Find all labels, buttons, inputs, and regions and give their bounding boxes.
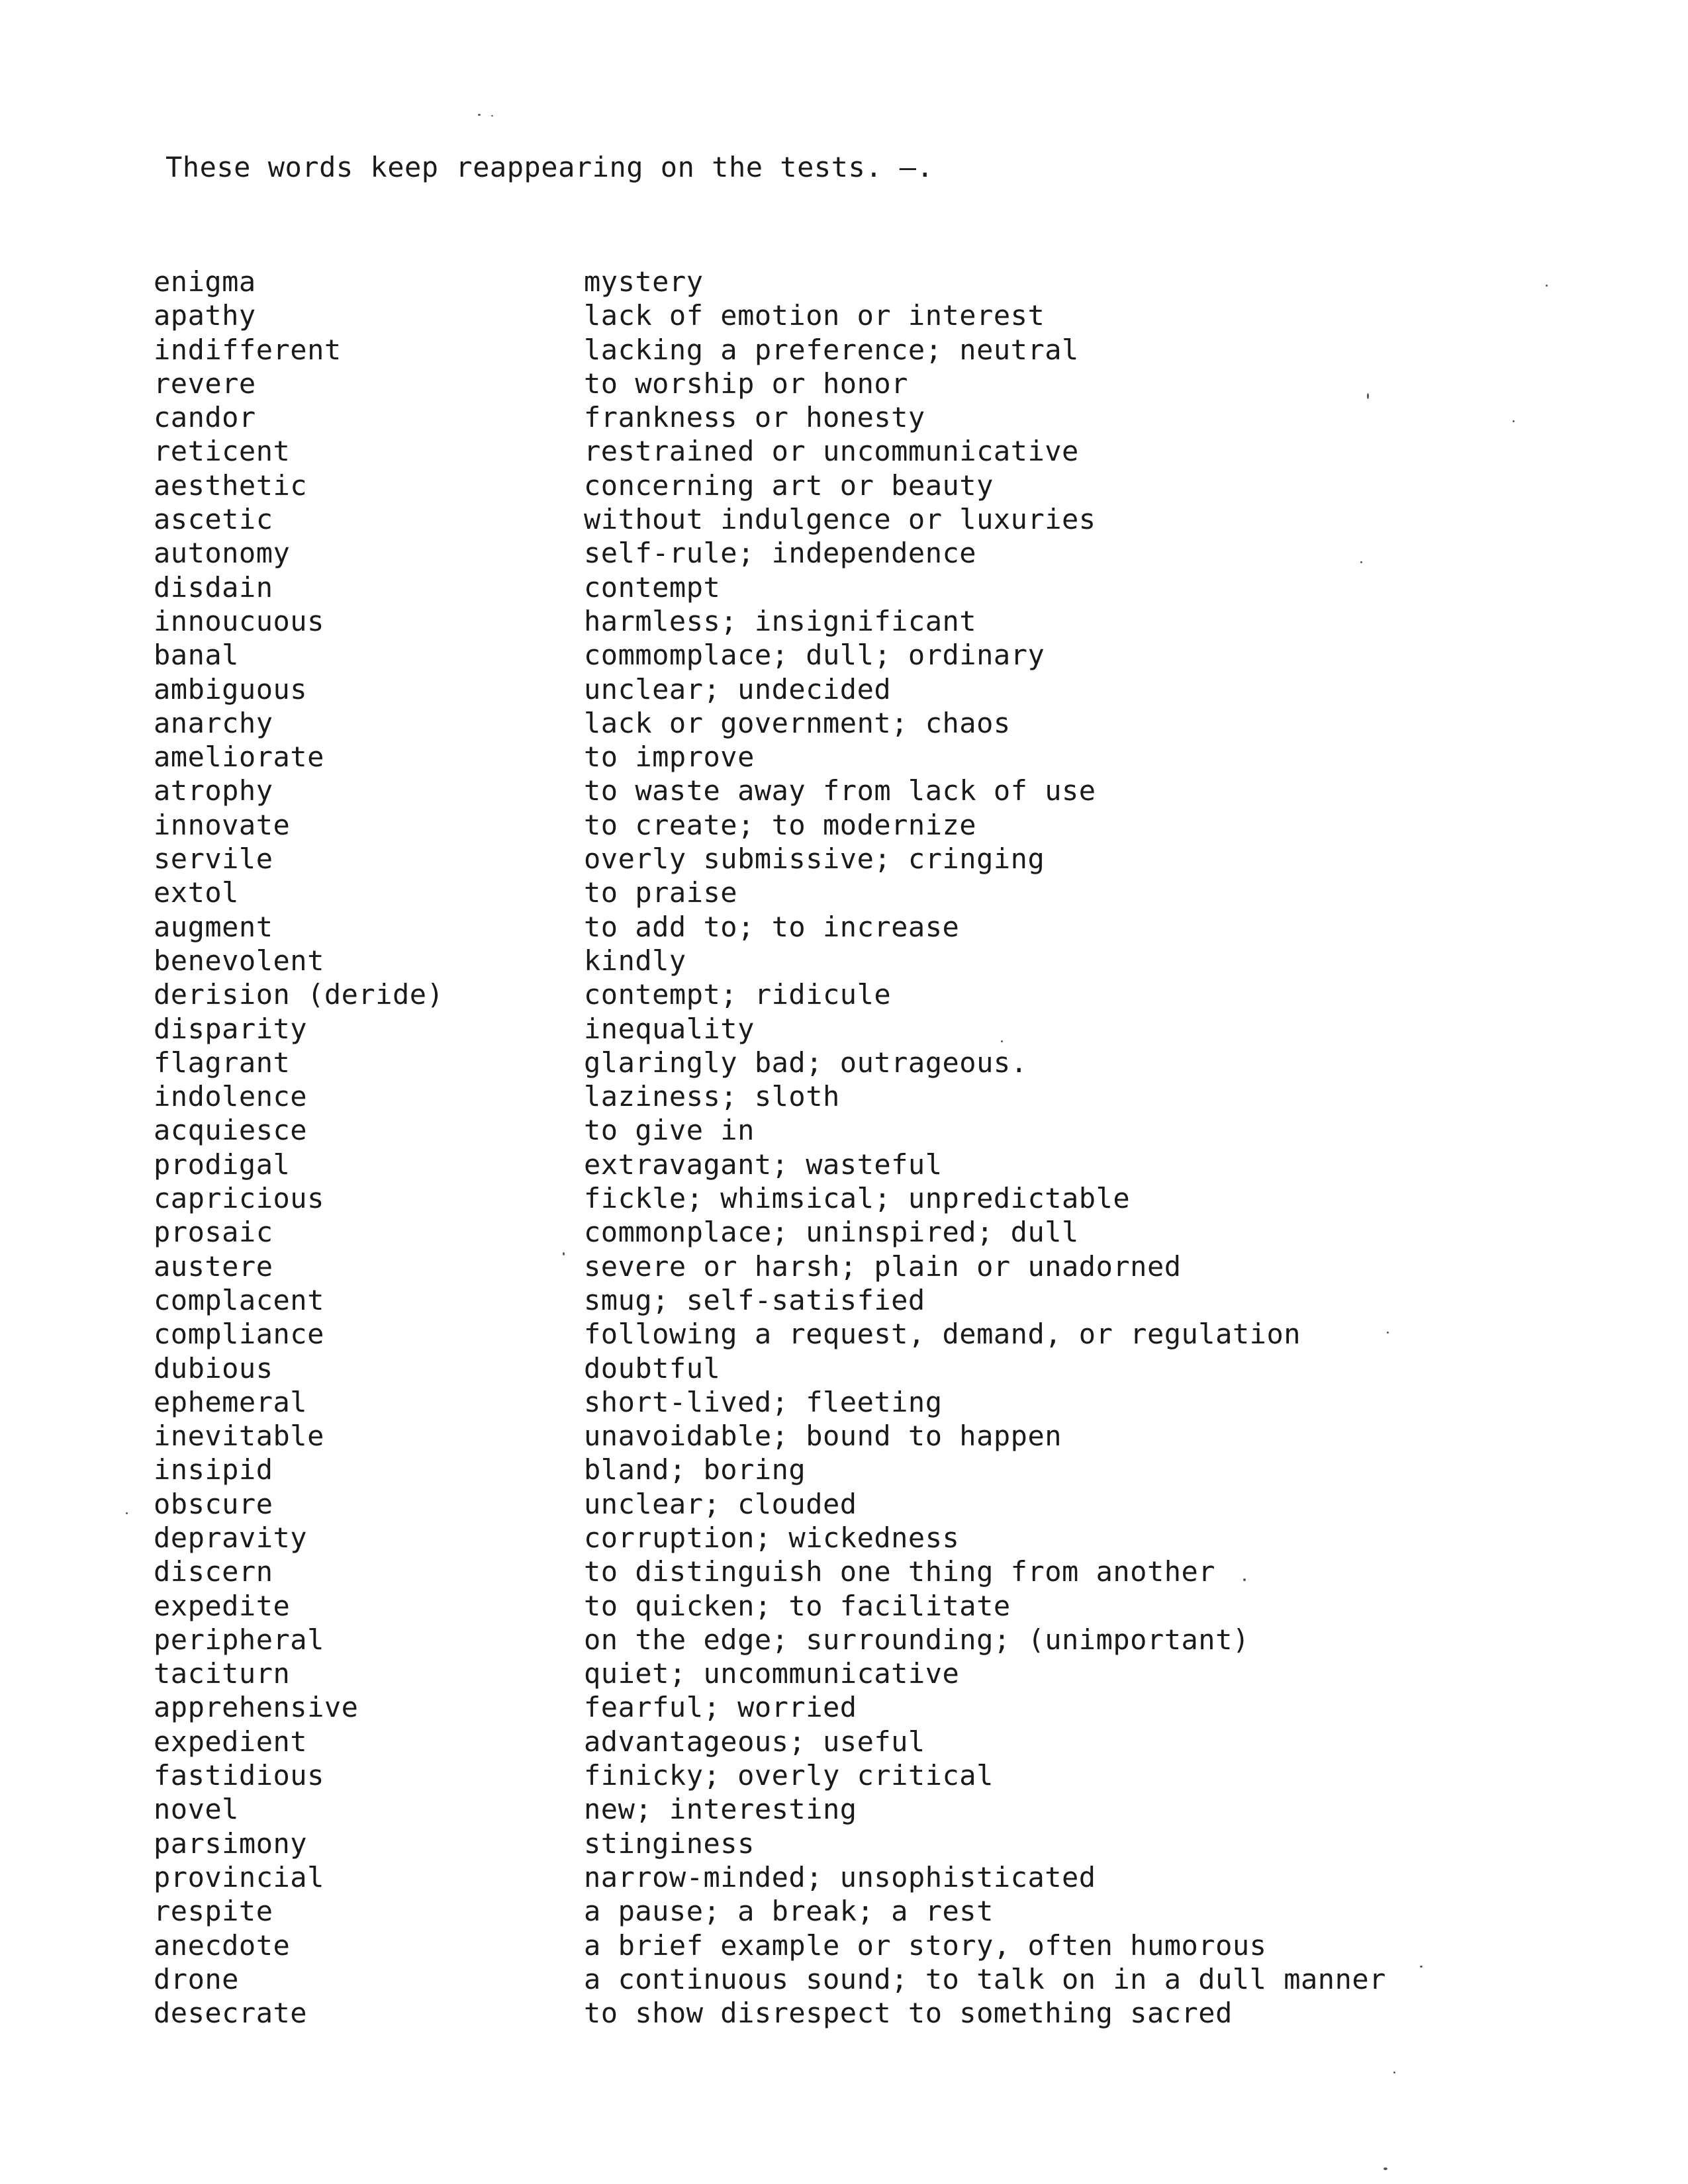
vocab-definition: glaringly bad; outrageous. <box>584 1046 1028 1079</box>
vocab-entry <box>154 1385 1411 1422</box>
vocab-entry <box>154 1116 1411 1150</box>
vocab-definition: overly submissive; cringing <box>584 842 1045 876</box>
vocab-entry <box>154 1659 1411 1693</box>
scan-speck <box>1367 393 1369 399</box>
vocab-term: expedient <box>154 1725 308 1758</box>
vocab-term: anecdote <box>154 1929 291 1962</box>
vocab-term: ambiguous <box>154 672 308 705</box>
vocab-term: capricious <box>154 1182 324 1215</box>
vocab-definition: lacking a preference; neutral <box>584 333 1079 366</box>
vocab-term: innoucuous <box>154 604 324 637</box>
vocab-entry <box>154 878 1411 912</box>
vocab-definition: corruption; wickedness <box>584 1521 960 1554</box>
vocab-term: innovate <box>154 808 291 841</box>
vocab-term: provincial <box>154 1860 324 1893</box>
vocab-entry <box>154 1727 1411 1761</box>
vocab-entry <box>154 471 1411 505</box>
vocab-definition: lack of emotion or interest <box>584 299 1045 332</box>
scan-speck <box>563 1252 565 1255</box>
vocab-term: acquiesce <box>154 1114 308 1147</box>
vocab-definition: bland; boring <box>584 1453 806 1486</box>
vocab-term: ephemeral <box>154 1385 308 1418</box>
vocab-term: discern <box>154 1555 273 1588</box>
vocab-definition: mystery <box>584 265 704 298</box>
vocab-term: austere <box>154 1250 273 1283</box>
vocab-term: disparity <box>154 1012 308 1045</box>
vocab-term: complacent <box>154 1283 324 1316</box>
vocab-definition: restrained or uncommunicative <box>584 435 1079 468</box>
vocab-definition: to give in <box>584 1114 755 1147</box>
vocab-term: apprehensive <box>154 1691 359 1724</box>
vocab-term: drone <box>154 1962 239 1995</box>
scan-speck <box>1420 1966 1423 1968</box>
vocab-term: reticent <box>154 435 291 468</box>
vocab-definition: quiet; uncommunicative <box>584 1657 960 1690</box>
vocab-entry <box>154 1795 1411 1829</box>
vocab-definition: kindly <box>584 944 686 977</box>
vocab-entry <box>154 980 1411 1014</box>
scan-speck <box>1546 285 1548 287</box>
vocab-entry <box>154 604 1411 641</box>
vocab-term: enigma <box>154 265 256 298</box>
vocab-definition: unavoidable; bound to happen <box>584 1420 1062 1453</box>
vocab-entry <box>154 1012 1411 1048</box>
vocab-entry <box>154 946 1411 980</box>
vocab-definition: stinginess <box>584 1827 755 1860</box>
vocab-definition: to distinguish one thing from another <box>584 1555 1216 1588</box>
vocab-term: fastidious <box>154 1759 324 1792</box>
vocab-entry <box>154 1557 1411 1591</box>
vocab-entry <box>154 1693 1411 1727</box>
vocab-term: apathy <box>154 299 256 332</box>
vocab-entry <box>154 844 1411 878</box>
vocab-term: parsimony <box>154 1827 308 1860</box>
vocab-definition: extravagant; wasteful <box>584 1148 943 1181</box>
vocab-term: augment <box>154 910 273 943</box>
vocab-definition: without indulgence or luxuries <box>584 503 1096 536</box>
vocab-entry <box>154 267 1411 301</box>
vocab-entry <box>154 1422 1411 1455</box>
vocab-definition: unclear; clouded <box>584 1487 857 1520</box>
vocab-entry <box>154 1521 1411 1557</box>
vocab-term: insipid <box>154 1453 273 1486</box>
vocab-term: aesthetic <box>154 469 308 502</box>
vocab-definition: harmless; insignificant <box>584 604 977 637</box>
vocab-definition: smug; self-satisfied <box>584 1283 925 1316</box>
vocab-entry <box>154 743 1411 776</box>
scan-speck <box>1243 1578 1246 1581</box>
vocab-definition: to praise <box>584 876 738 909</box>
vocab-term: peripheral <box>154 1623 324 1656</box>
vocab-definition: advantageous; useful <box>584 1725 925 1758</box>
vocab-entry <box>154 1487 1411 1524</box>
vocab-term: revere <box>154 367 256 400</box>
vocab-definition: contempt <box>584 570 721 604</box>
vocab-definition: to show disrespect to something sacred <box>584 1997 1233 2030</box>
scan-speck <box>1387 1332 1389 1334</box>
vocab-entry <box>154 1455 1411 1489</box>
scan-speck <box>491 115 493 116</box>
vocab-definition: a brief example or story, often humorous <box>584 1929 1267 1962</box>
vocab-definition: commomplace; dull; ordinary <box>584 639 1045 672</box>
vocab-definition: unclear; undecided <box>584 672 892 705</box>
vocab-definition: new; interesting <box>584 1793 857 1826</box>
vocab-entry <box>154 1931 1411 1965</box>
vocab-term: desecrate <box>154 1997 308 2030</box>
vocab-entry <box>154 1897 1411 1931</box>
scan-speck <box>1393 2071 1395 2073</box>
vocab-entry <box>154 706 1411 743</box>
vocab-term: atrophy <box>154 774 273 807</box>
vocab-term: anarchy <box>154 706 273 739</box>
vocab-definition: narrow-minded; unsophisticated <box>584 1860 1096 1893</box>
vocab-entry <box>154 1283 1411 1320</box>
vocab-entry <box>154 910 1411 946</box>
vocab-definition: lack or government; chaos <box>584 706 1011 739</box>
vocab-entry <box>154 1829 1411 1863</box>
scan-speck <box>1360 561 1362 563</box>
vocab-entry <box>154 539 1411 572</box>
vocab-definition: to waste away from lack of use <box>584 774 1096 807</box>
vocab-entry <box>154 1625 1411 1659</box>
vocab-definition: contempt; ridicule <box>584 978 892 1011</box>
intro-line: These words keep reappearing on the tests. —. <box>165 151 934 183</box>
vocab-entry <box>154 1048 1411 1082</box>
vocab-definition: finicky; overly critical <box>584 1759 994 1792</box>
vocab-entry <box>154 1589 1411 1625</box>
vocab-term: derision (deride) <box>154 978 444 1011</box>
vocab-definition: a continuous sound; to talk on in a dull manner <box>584 1962 1386 1995</box>
vocab-term: banal <box>154 639 239 672</box>
vocab-term: inevitable <box>154 1420 324 1453</box>
vocab-entry <box>154 641 1411 674</box>
vocab-definition: to add to; to increase <box>584 910 960 943</box>
vocab-entry <box>154 505 1411 539</box>
vocab-definition: frankness or honesty <box>584 401 925 434</box>
vocab-term: ameliorate <box>154 741 324 774</box>
vocab-definition: doubtful <box>584 1351 721 1385</box>
vocab-entry <box>154 570 1411 607</box>
vocabulary-list <box>154 267 1411 2032</box>
vocab-term: flagrant <box>154 1046 291 1079</box>
vocab-definition: following a request, demand, or regulation <box>584 1318 1301 1351</box>
vocab-definition: a pause; a break; a rest <box>584 1895 994 1928</box>
vocab-term: compliance <box>154 1318 324 1351</box>
scan-speck <box>1001 1040 1003 1042</box>
vocab-definition: inequality <box>584 1012 755 1045</box>
vocab-definition: concerning art or beauty <box>584 469 994 502</box>
vocab-term: autonomy <box>154 537 291 570</box>
vocab-term: novel <box>154 1793 239 1826</box>
vocab-definition: to create; to modernize <box>584 808 977 841</box>
vocab-entry <box>154 1351 1411 1388</box>
vocab-term: indifferent <box>154 333 342 366</box>
vocab-entry <box>154 672 1411 709</box>
vocab-entry <box>154 1962 1411 1999</box>
vocab-term: depravity <box>154 1521 308 1554</box>
vocab-entry <box>154 1184 1411 1218</box>
vocab-entry <box>154 1150 1411 1184</box>
scan-speck <box>478 114 481 116</box>
vocab-entry <box>154 403 1411 437</box>
vocab-entry <box>154 1218 1411 1251</box>
vocab-definition: self-rule; independence <box>584 537 977 570</box>
vocab-term: disdain <box>154 570 273 604</box>
vocab-term: candor <box>154 401 256 434</box>
vocab-term: prosaic <box>154 1216 273 1249</box>
vocab-entry <box>154 776 1411 810</box>
vocab-term: expedite <box>154 1589 291 1622</box>
vocab-term: obscure <box>154 1487 273 1520</box>
vocab-term: dubious <box>154 1351 273 1385</box>
vocab-entry <box>154 333 1411 369</box>
vocab-definition: commonplace; uninspired; dull <box>584 1216 1079 1249</box>
vocab-term: indolence <box>154 1080 308 1113</box>
vocab-term: taciturn <box>154 1657 291 1690</box>
vocab-definition: on the edge; surrounding; (unimportant) <box>584 1623 1250 1656</box>
vocab-definition: to improve <box>584 741 755 774</box>
scan-speck <box>1383 2167 1387 2170</box>
vocab-term: prodigal <box>154 1148 291 1181</box>
vocab-term: servile <box>154 842 273 876</box>
vocab-definition: to quicken; to facilitate <box>584 1589 1011 1622</box>
vocab-definition: short-lived; fleeting <box>584 1385 943 1418</box>
scan-speck <box>126 1512 128 1514</box>
vocab-entry <box>154 437 1411 471</box>
vocab-definition: fearful; worried <box>584 1691 857 1724</box>
vocab-entry <box>154 1320 1411 1353</box>
vocab-definition: severe or harsh; plain or unadorned <box>584 1250 1182 1283</box>
vocab-entry <box>154 1860 1411 1897</box>
vocab-entry <box>154 1999 1411 2032</box>
vocab-term: extol <box>154 876 239 909</box>
vocab-definition: fickle; whimsical; unpredictable <box>584 1182 1131 1215</box>
vocab-entry <box>154 1082 1411 1116</box>
vocab-term: benevolent <box>154 944 324 977</box>
vocab-entry <box>154 301 1411 335</box>
scan-speck <box>1513 420 1515 422</box>
vocab-entry <box>154 1761 1411 1795</box>
vocab-term: respite <box>154 1895 273 1928</box>
vocab-entry <box>154 808 1411 844</box>
vocab-entry <box>154 1252 1411 1286</box>
vocab-definition: laziness; sloth <box>584 1080 840 1113</box>
vocab-definition: to worship or honor <box>584 367 908 400</box>
vocab-entry <box>154 369 1411 403</box>
vocab-term: ascetic <box>154 503 273 536</box>
